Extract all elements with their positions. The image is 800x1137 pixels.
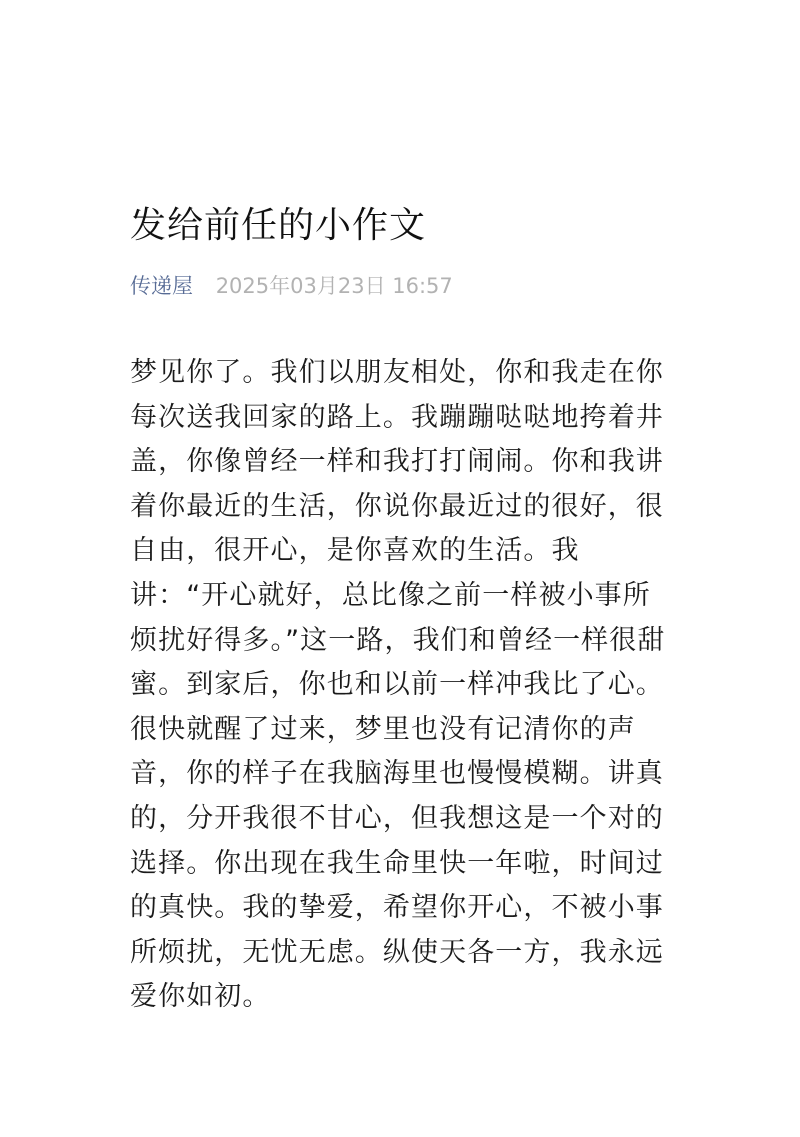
article-body: 梦见你了。我们以朋友相处，你和我走在你每次送我回家的路上。我蹦蹦哒哒地挎着井盖，你像曾经一样和我打打闹闹。你和我讲着你最近的生活，你说你最近过的很好，很自由，很开心，是你喜欢的生活。我讲：“开心就好，总比像之前一样被小事所烦扰好得多。”这一路，我们和曾经一样很甜蜜。到家后，你也和以前一样冲我比了心。很快就醒了过来，梦里也没有记清你的声音，你的样子在我脑海里也慢慢模糊。讲真的，分开我很不甘心，但我想这是一个对的选择。你出现在我生命里快一年啦，时间过的真快。我的挚爱，希望你开心，不被小事所烦扰，无忧无虑。纵使天各一方，我永远爱你如初。 [130,357,666,1013]
account-name-link[interactable]: 传递屋 [130,274,193,298]
article-meta [130,268,453,304]
article-title: 发给前任的小作文 [130,205,427,246]
publish-date: 2025年03月23日 16:57 [215,274,453,298]
